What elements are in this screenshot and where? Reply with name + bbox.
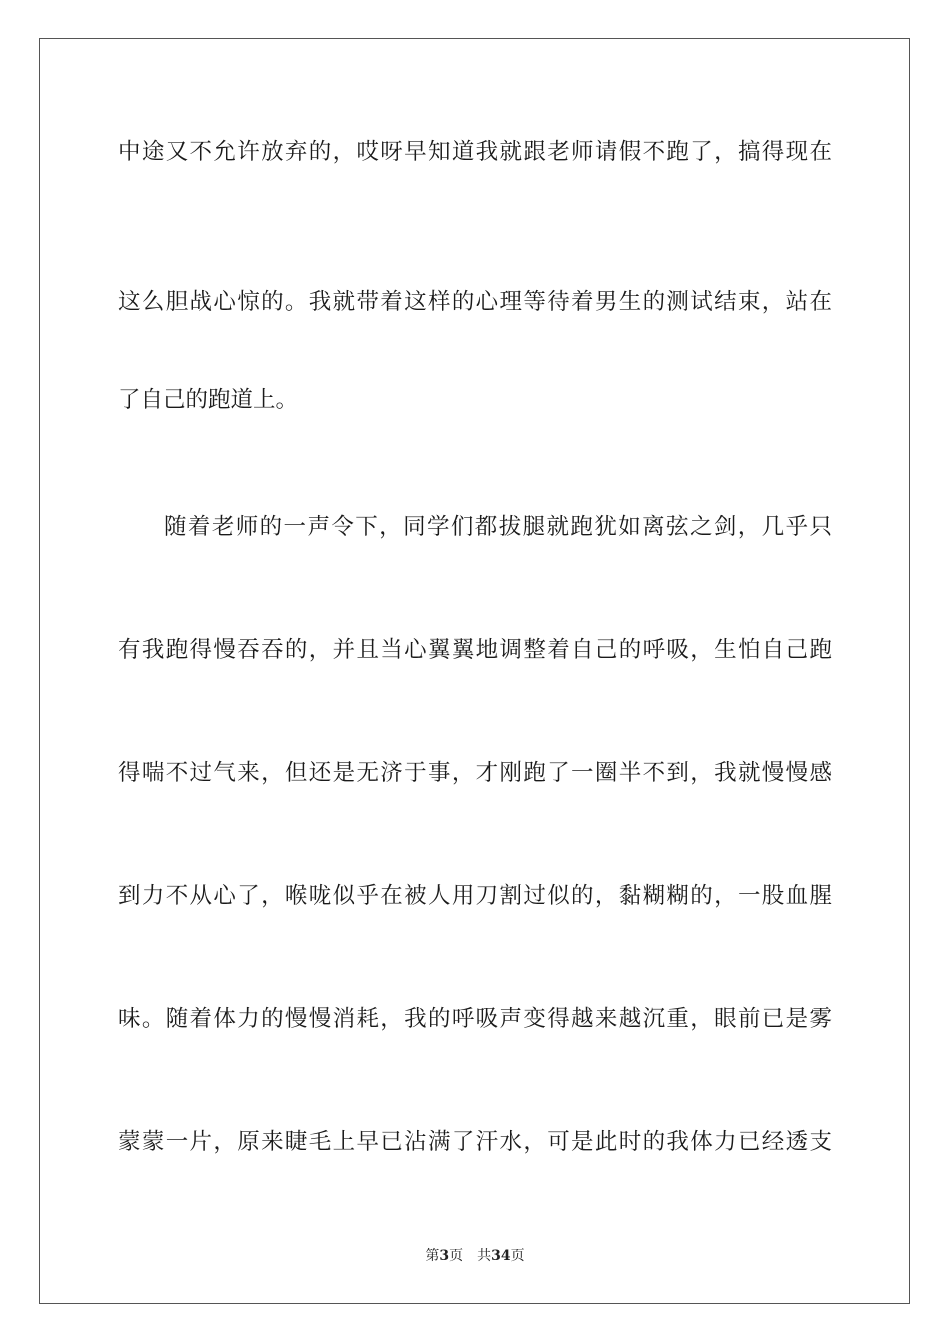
- page-suffix: 页: [449, 1248, 464, 1264]
- page-prefix: 第: [425, 1248, 440, 1264]
- paragraph-line: 中途又不允许放弃的，哎呀早知道我就跟老师请假不跑了，搞得现在: [118, 139, 832, 165]
- page-number: 3: [439, 1248, 450, 1264]
- total-pages: 34: [491, 1248, 511, 1264]
- paragraph-line: 得喘不过气来，但还是无济于事，才刚跑了一圈半不到，我就慢慢感: [118, 760, 832, 786]
- paragraph-line: 蒙蒙一片，原来睫毛上早已沾满了汗水，可是此时的我体力已经透支: [118, 1129, 832, 1155]
- paragraph-line: 这么胆战心惊的。我就带着这样的心理等待着男生的测试结束，站在: [118, 289, 832, 315]
- total-suffix: 页: [510, 1248, 525, 1264]
- paragraph-line: 随着老师的一声令下，同学们都拔腿就跑犹如离弦之剑，几乎只: [164, 514, 832, 540]
- paragraph-line: 味。随着体力的慢慢消耗，我的呼吸声变得越来越沉重，眼前已是雾: [118, 1006, 832, 1032]
- paragraph-line: 了自己的跑道上。: [118, 387, 299, 413]
- paragraph-line: 到力不从心了，喉咙似乎在被人用刀割过似的，黏糊糊的，一股血腥: [118, 883, 832, 909]
- total-prefix: 共: [477, 1248, 492, 1264]
- paragraph-line: 有我跑得慢吞吞的，并且当心翼翼地调整着自己的呼吸，生怕自己跑: [118, 637, 832, 663]
- page-footer: [0, 1246, 950, 1266]
- page-border: [39, 38, 910, 1304]
